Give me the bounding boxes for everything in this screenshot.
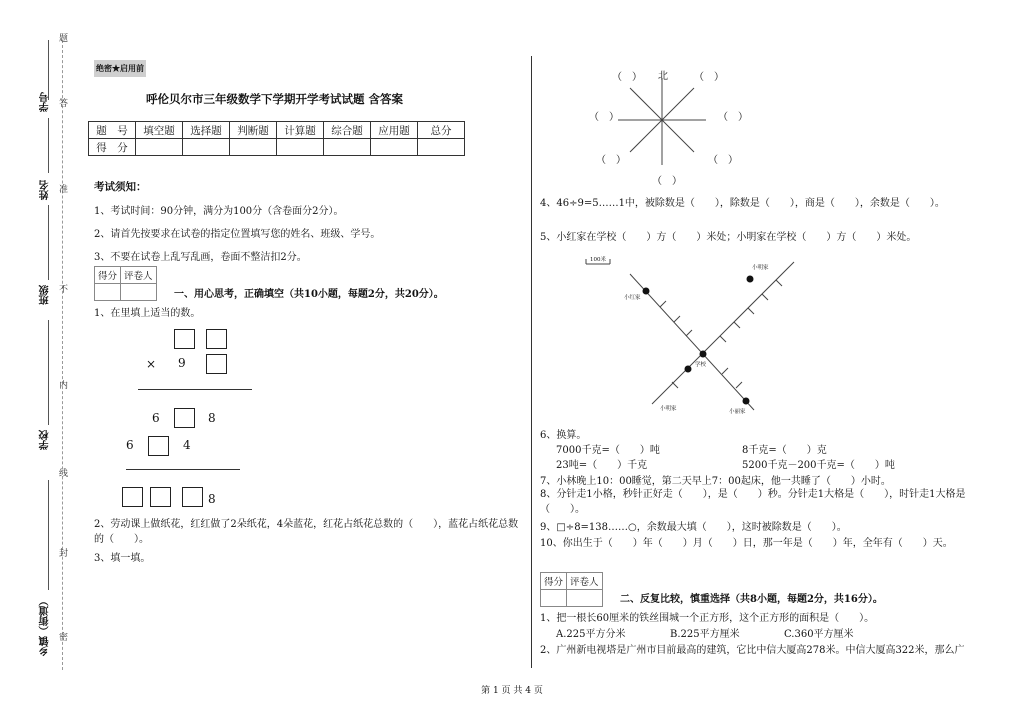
xiaolan-home-dot <box>743 398 750 405</box>
table-cell: 判断题 <box>230 122 277 139</box>
grader-box <box>540 572 603 607</box>
part1-title: 一、用心思考，正确填空（共10小题，每题2分，共20分）。 <box>174 289 444 300</box>
grader-reviewer-label: 评卷人 <box>121 267 157 284</box>
tick-marks <box>660 280 782 388</box>
table-cell: 综合题 <box>324 122 371 139</box>
margin-label: 密 <box>57 632 67 641</box>
digit: 8 <box>208 492 216 506</box>
question-5: 5、小红家在学校（ ）方（ ）米处；小明家在学校（ ）方（ ）米处。 <box>540 232 917 243</box>
compass-blank-e[interactable]: （ ） <box>718 112 748 123</box>
scale-label: 100米 <box>590 257 606 263</box>
conversion-item: 23吨=（ ）千克 <box>556 460 648 471</box>
question-8: 8、分针走1小格，秒针正好走（ ），是（ ）秒。分针走1大格是（ ），时针走1大格是（ ）。 <box>540 489 966 515</box>
compass-blank-ne[interactable]: （ ） <box>694 72 724 83</box>
grader-reviewer-cell[interactable] <box>121 284 157 301</box>
option-a[interactable]: A.225平方分米 <box>556 629 626 640</box>
fill-line <box>48 205 49 280</box>
conversion-item: 8千克=（ ）克 <box>742 445 827 456</box>
xiaohong-home-dot <box>643 288 650 295</box>
road-line <box>630 274 754 410</box>
school-label: 学校 <box>695 362 707 368</box>
fill-line <box>48 118 49 173</box>
option-c[interactable]: C.360平方厘米 <box>784 629 854 640</box>
fill-line <box>48 320 49 425</box>
digit: 6 <box>126 438 134 452</box>
map-diagram <box>582 252 802 422</box>
grader-score-label: 得分 <box>95 267 121 284</box>
question-4: 4、46÷9=5……1中，被除数是（ ），除数是（ ），商是（ ），余数是（ ）。 <box>540 198 945 209</box>
question-2: 2、劳动课上做纸花，红红做了2朵纸花，4朵蓝花，红花占纸花总数的（ ），蓝花占纸花总数的（ ）。 <box>94 519 519 545</box>
margin-label: 线 <box>57 468 67 477</box>
margin-label: 内 <box>57 380 67 389</box>
score-input-cell[interactable] <box>324 139 371 156</box>
grader-score-label: 得分 <box>541 573 567 590</box>
margin-label: 封 <box>57 548 67 557</box>
school-dot <box>700 351 707 358</box>
compass-diagram <box>580 60 770 188</box>
digit: 6 <box>152 411 160 425</box>
times-sign: × <box>146 357 157 371</box>
grader-box <box>94 266 157 301</box>
part2-question-2: 2、广州新电视塔是广州市目前最高的建筑，它比中信大厦高278米。中信大厦高322米，那么广 <box>540 645 965 656</box>
school-label: 学校 <box>40 430 51 450</box>
question-7: 7、小林晚上10：00睡觉，第二天早上7：00起床，他一共睡了（ ）小时。 <box>540 476 891 487</box>
table-cell: 计算题 <box>277 122 324 139</box>
compass-north-label: 北 <box>658 71 668 82</box>
fill-line <box>48 480 49 590</box>
digit: 4 <box>183 438 191 452</box>
answer-box[interactable] <box>206 329 227 349</box>
grader-reviewer-label: 评卷人 <box>567 573 603 590</box>
question-10: 10、你出生于（ ）年（ ）月（ ）日，那一年是（ ）年，全年有（ ）天。 <box>540 538 953 549</box>
table-cell: 选择题 <box>183 122 230 139</box>
margin-label: 准 <box>57 184 67 193</box>
part2-title: 二、反复比较，慎重选择（共8小题，每题2分，共16分）。 <box>620 594 883 605</box>
name-label: 姓名 <box>40 180 51 200</box>
question-1: 1、在里填上适当的数。 <box>94 308 201 319</box>
question-3: 3、填一填。 <box>94 553 151 564</box>
compass-blank-se[interactable]: （ ） <box>708 155 738 166</box>
compass-blank-s[interactable]: （ ） <box>652 176 682 187</box>
part2-question-1: 1、把一根长60厘米的铁丝围城一个正方形，这个正方形的面积是（ ）。 <box>540 613 875 624</box>
xiaoming-home-dot <box>685 366 692 373</box>
page-title: 呼伦贝尔市三年级数学下学期开学考试试题 含答案 <box>146 92 404 106</box>
option-b[interactable]: B.225平方厘米 <box>670 629 740 640</box>
table-cell: 应用题 <box>371 122 418 139</box>
grader-score-cell[interactable] <box>95 284 121 301</box>
margin-label: 答 <box>57 98 67 107</box>
rule-line <box>126 469 240 470</box>
township-label: 乡镇（街道） <box>40 596 51 656</box>
question-6: 6、换算。 <box>540 430 587 441</box>
score-input-cell[interactable] <box>230 139 277 156</box>
page-footer: 第 1 页 共 4 页 <box>481 686 543 696</box>
score-input-cell[interactable] <box>136 139 183 156</box>
confidential-badge: 绝密★启用前 <box>94 60 146 77</box>
answer-box[interactable] <box>182 487 203 507</box>
compass-blank-sw[interactable]: （ ） <box>596 155 626 166</box>
fill-line <box>48 40 49 100</box>
table-cell: 填空题 <box>136 122 183 139</box>
question-9: 9、□÷8=138……○，余数最大填（ ），这时被除数是（ ）。 <box>540 522 847 533</box>
table-cell: 得 分 <box>89 139 136 156</box>
answer-box[interactable] <box>206 354 227 374</box>
conversion-item: 7000千克=（ ）吨 <box>556 445 660 456</box>
digit: 8 <box>208 411 216 425</box>
table-row <box>89 139 465 156</box>
conversion-item: 5200千克－200千克=（ ）吨 <box>742 460 895 471</box>
notice-item: 1、考试时间：90分钟，满分为100分（含卷面分2分）。 <box>94 206 344 217</box>
notice-item: 3、不要在试卷上乱写乱画，卷面不整洁扣2分。 <box>94 252 307 263</box>
xiaolan-home-label: 小丽家 <box>729 409 746 415</box>
table-cell: 总分 <box>418 122 465 139</box>
score-input-cell[interactable] <box>277 139 324 156</box>
score-input-cell[interactable] <box>371 139 418 156</box>
grader-score-cell[interactable] <box>541 590 567 607</box>
digit: 9 <box>178 356 186 370</box>
answer-box[interactable] <box>122 487 143 507</box>
xiaoming-home-label: 小明家 <box>660 406 677 412</box>
answer-box[interactable] <box>174 329 195 349</box>
table-row <box>89 122 465 139</box>
grader-reviewer-cell[interactable] <box>567 590 603 607</box>
score-table <box>88 121 465 156</box>
table-cell: 题 号 <box>89 122 136 139</box>
notice-heading: 考试须知： <box>94 181 147 193</box>
column-divider <box>531 56 532 668</box>
compass-blank-nw[interactable]: （ ） <box>612 72 642 83</box>
class-label: 班级 <box>40 285 51 305</box>
student-id-label: 学号 <box>40 92 51 112</box>
margin-label: 题 <box>57 33 67 42</box>
notice-item: 2、请首先按要求在试卷的指定位置填写您的姓名、班级、学号。 <box>94 229 381 240</box>
margin-label: 不 <box>57 284 67 293</box>
xiaohong-home-label: 小红家 <box>624 295 641 301</box>
answer-box[interactable] <box>148 436 169 456</box>
rule-line <box>138 389 252 390</box>
compass-blank-w[interactable]: （ ） <box>589 112 619 123</box>
answer-box[interactable] <box>150 487 171 507</box>
xiaoming-top-dot <box>747 276 754 283</box>
score-input-cell[interactable] <box>418 139 465 156</box>
xiaoming-top-label: 小明家 <box>752 265 769 271</box>
binding-line <box>62 40 63 670</box>
answer-box[interactable] <box>174 408 195 428</box>
score-input-cell[interactable] <box>183 139 230 156</box>
